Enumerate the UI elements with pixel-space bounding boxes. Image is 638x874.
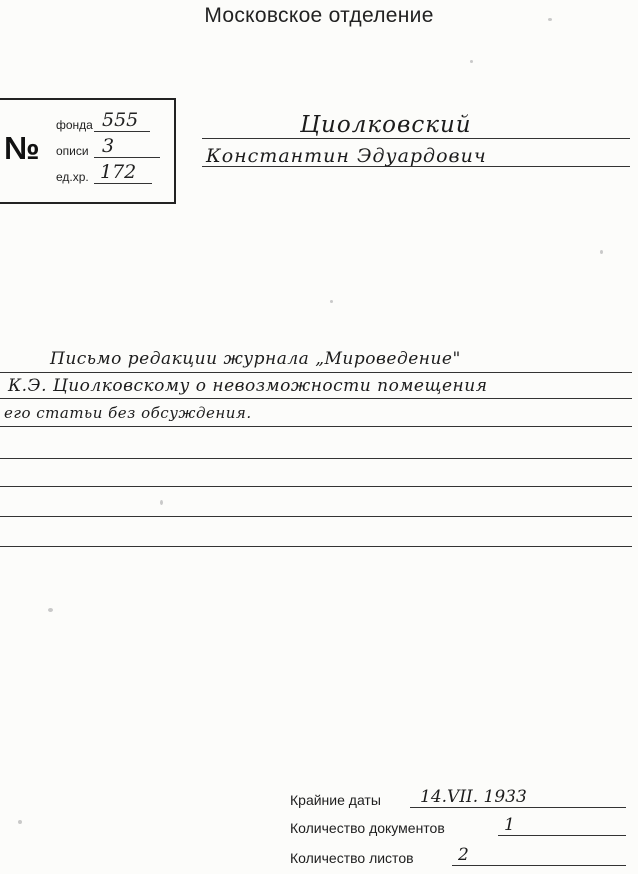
storage-item-underline [94, 183, 152, 184]
dates-label: Крайние даты [290, 792, 381, 808]
scan-speck [18, 820, 22, 824]
surname-line [202, 138, 630, 139]
scan-speck [600, 250, 603, 254]
dates-field [290, 786, 630, 810]
description-text-3: его статьи без обсуждения. [4, 404, 252, 422]
name-handwritten: Константин Эдуардович [206, 145, 487, 167]
opis-underline [94, 157, 160, 158]
number-sign: № [4, 130, 39, 166]
archive-reference-box [0, 98, 176, 204]
scan-speck [330, 300, 333, 303]
description-line-1 [0, 372, 632, 373]
fond-label: фонда [56, 118, 93, 132]
opis-value: 3 [102, 135, 115, 157]
documents-count-value: 1 [504, 815, 515, 835]
description-line-3 [0, 426, 632, 427]
fond-underline [94, 131, 150, 132]
scan-speck [470, 60, 473, 63]
storage-item-field [56, 162, 166, 184]
documents-count-label: Количество документов [290, 820, 445, 836]
scan-speck [160, 500, 163, 505]
storage-item-value: 172 [100, 161, 137, 183]
fond-value: 555 [102, 109, 139, 131]
documents-count-field [290, 814, 630, 838]
documents-count-underline [498, 835, 626, 836]
dates-value: 14.VII. 1933 [420, 787, 527, 807]
description-line-5 [0, 486, 632, 487]
fond-field [56, 110, 166, 132]
opis-label: описи [56, 144, 89, 158]
department-title: Московское отделение [204, 4, 434, 27]
description-line-6 [0, 516, 632, 517]
description-text-2: К.Э. Циолковскому о невозможности помещения [8, 376, 488, 396]
description-line-7 [0, 546, 632, 547]
surname-handwritten: Циолковский [300, 112, 472, 138]
sheets-count-underline [452, 865, 626, 866]
description-line-2 [0, 398, 632, 399]
sheets-count-value: 2 [458, 845, 469, 865]
storage-item-label: ед.хр. [56, 170, 89, 184]
description-text-1: Письмо редакции журнала „Мироведение" [50, 349, 461, 369]
sheets-count-label: Количество листов [290, 850, 414, 866]
description-line-4 [0, 458, 632, 459]
dates-underline [410, 807, 626, 808]
opis-field [56, 136, 166, 158]
scan-speck [48, 608, 53, 612]
sheets-count-field [290, 844, 630, 868]
